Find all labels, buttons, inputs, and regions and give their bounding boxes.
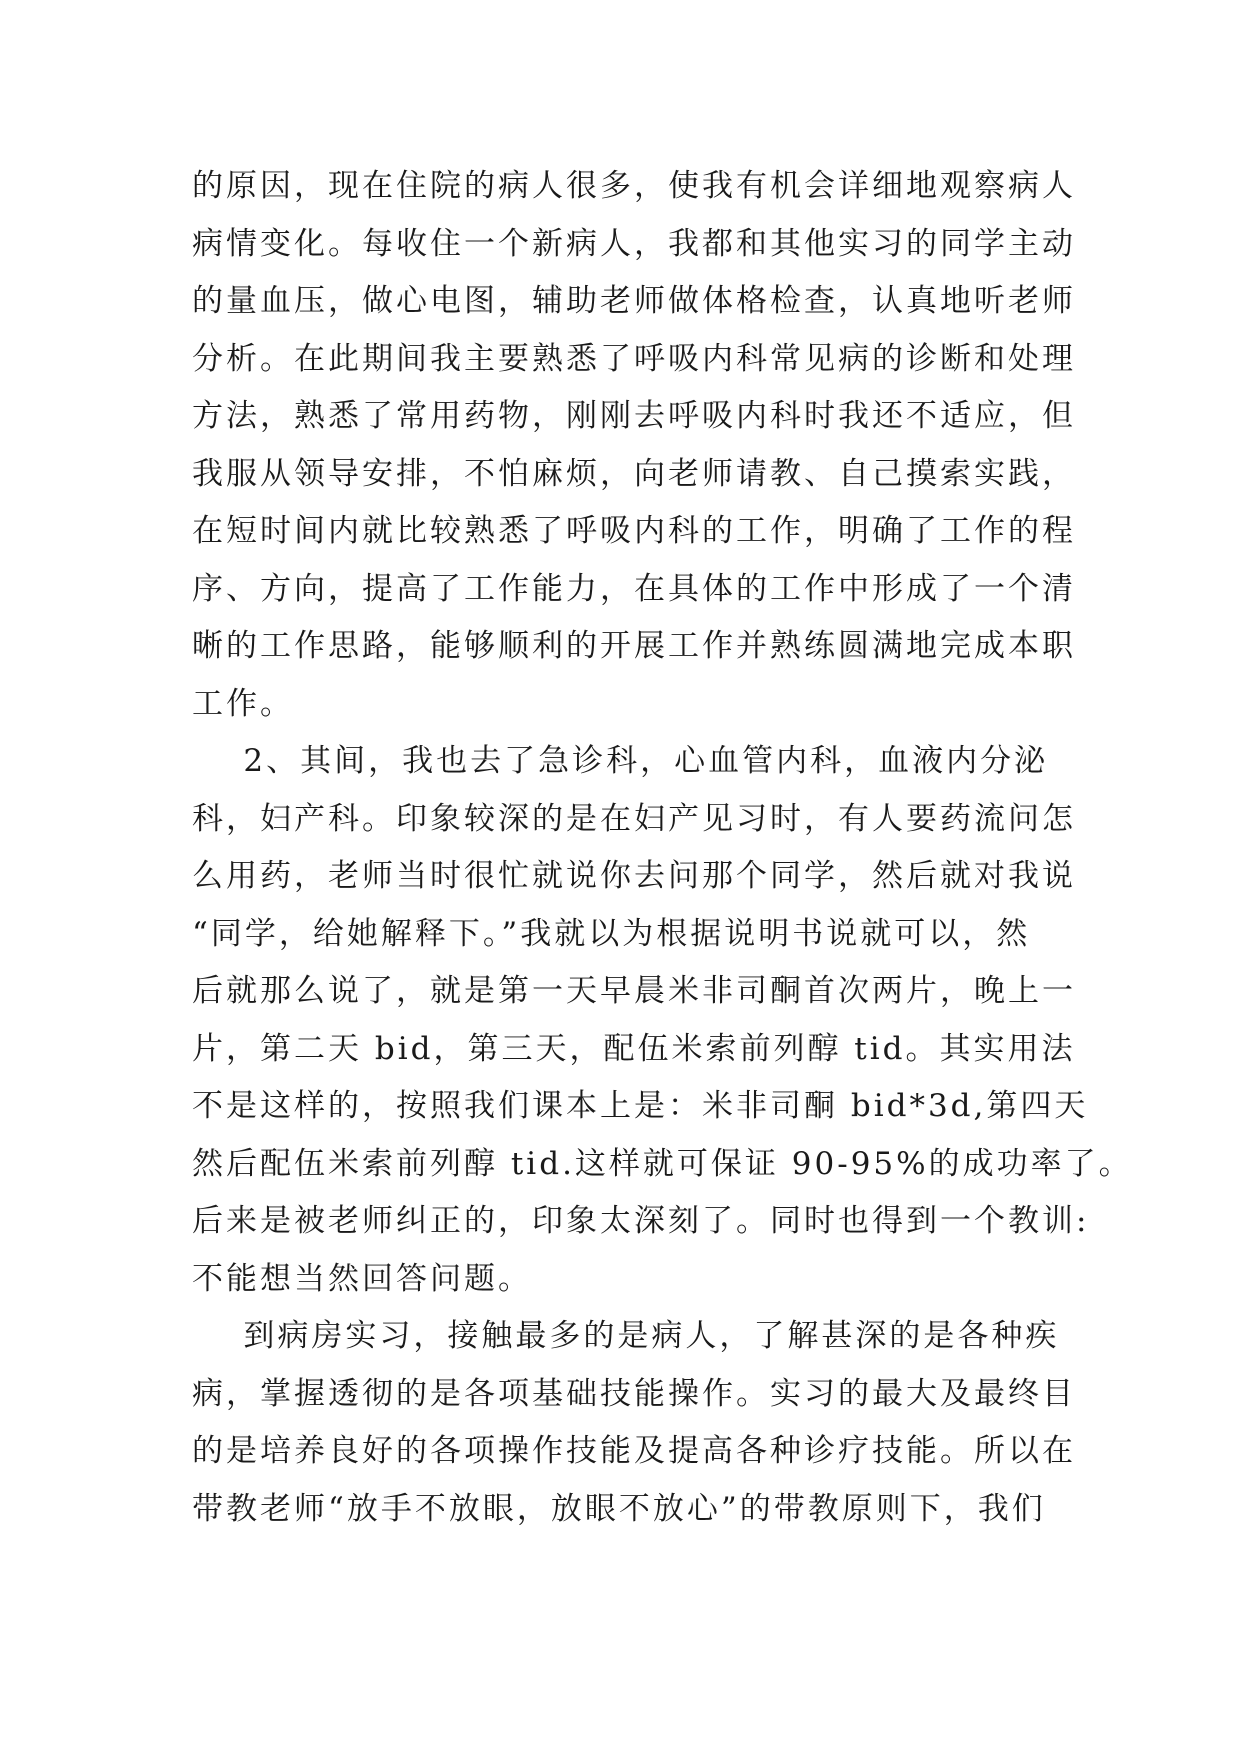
text-line: 的是培养良好的各项操作技能及提高各种诊疗技能。所以在 [192,1433,1076,1469]
text-line: 方法，熟悉了常用药物，刚刚去呼吸内科时我还不适应，但 [192,398,1076,434]
text-line: 到病房实习，接触最多的是病人，了解甚深的是各种疾 [192,1318,1060,1354]
text-line: 2、其间，我也去了急诊科，心血管内科，血液内分泌 [192,743,1049,779]
text-line: 片，第二天 bid，第三天，配伍米索前列醇 tid。其实用法 [192,1030,1076,1067]
paragraph-3 [192,1308,1076,1538]
paragraph-2 [192,733,1133,1308]
text-line: 然后配伍米索前列醇 tid.这样就可保证 90-95%的成功率了。 [192,1145,1133,1182]
text-line: 在短时间内就比较熟悉了呼吸内科的工作，明确了工作的程 [192,513,1076,549]
text-line: 的原因，现在住院的病人很多，使我有机会详细地观察病人 [192,168,1076,204]
text-line: 我服从领导安排，不怕麻烦，向老师请教、自己摸索实践， [192,455,1076,492]
text-line: 的量血压，做心电图，辅助老师做体格检查，认真地听老师 [192,283,1076,319]
body-text [192,158,1133,1538]
text-line: 么用药，老师当时很忙就说你去问那个同学，然后就对我说 [192,858,1076,894]
text-line: 科，妇产科。印象较深的是在妇产见习时，有人要药流问怎 [192,800,1076,837]
text-line: 不能想当然回答问题。 [192,1260,532,1297]
text-line: 后就那么说了，就是第一天早晨米非司酮首次两片，晚上一 [192,973,1076,1009]
text-line: 后来是被老师纠正的，印象太深刻了。同时也得到一个教训: [192,1203,1090,1239]
text-line: 序、方向，提高了工作能力，在具体的工作中形成了一个清 [192,570,1076,607]
text-line: “同学，给她解释下。”我就以为根据说明书说就可以，然 [192,915,1031,952]
text-line: 病，掌握透彻的是各项基础技能操作。实习的最大及最终目 [192,1375,1076,1412]
text-line: 病情变化。每收住一个新病人，我都和其他实习的同学主动 [192,225,1076,262]
paragraph-1 [192,158,1076,733]
text-line: 晰的工作思路，能够顺利的开展工作并熟练圆满地完成本职 [192,628,1076,664]
text-line: 带教老师“放手不放眼，放眼不放心”的带教原则下，我们 [192,1490,1046,1527]
text-line: 分析。在此期间我主要熟悉了呼吸内科常见病的诊断和处理 [192,340,1076,377]
text-line: 工作。 [192,685,294,722]
text-line: 不是这样的，按照我们课本上是：米非司酮 bid*3d,第四天 [192,1088,1089,1124]
